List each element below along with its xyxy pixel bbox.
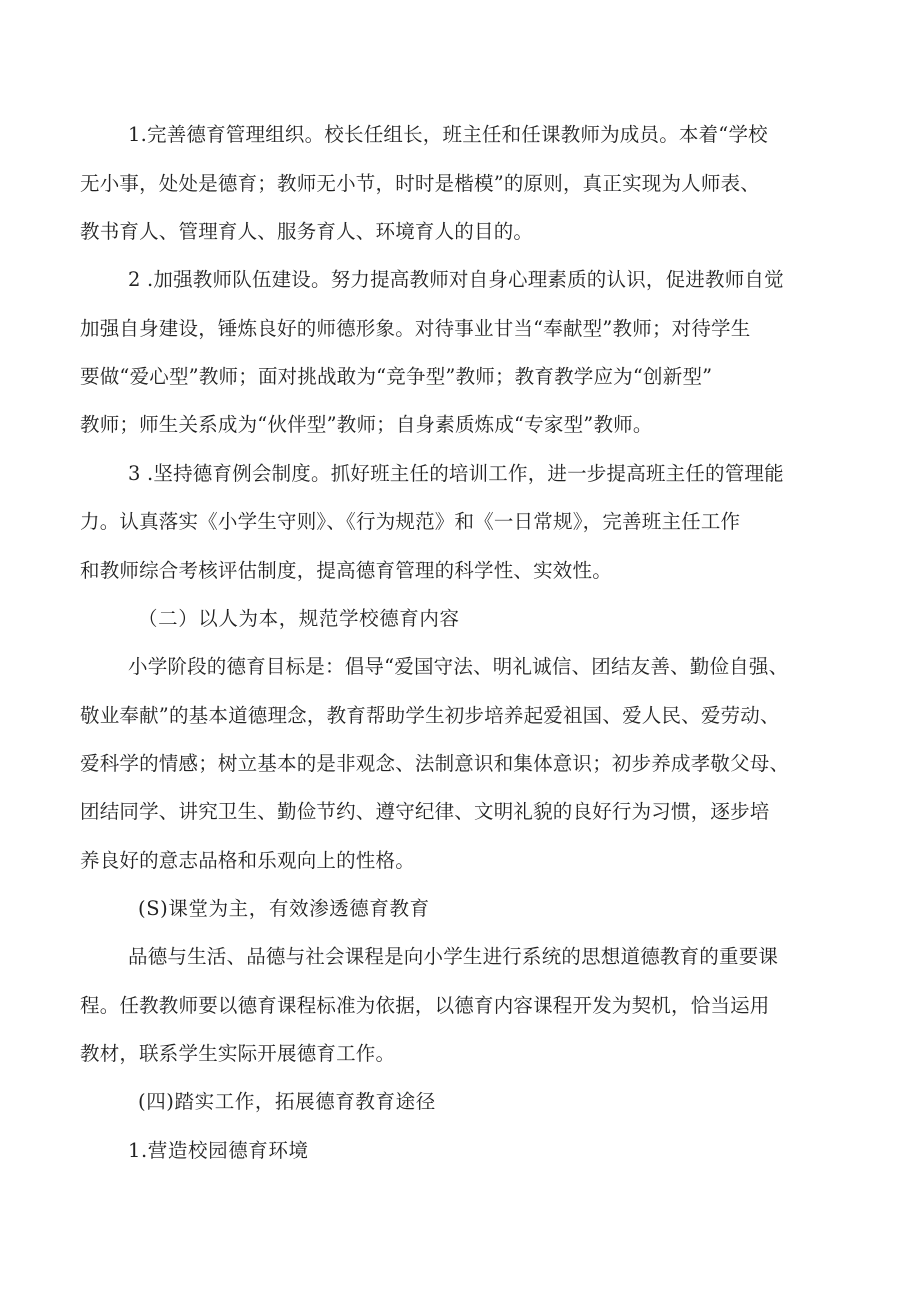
section-heading-4: (四)踏实工作，拓展德育教育途径 [138, 1090, 436, 1113]
paragraph-1-line-2: 无小事，处处是德育；教师无小节，时时是楷模”的原则，真正实现为人师表、 [80, 172, 760, 195]
paragraph-1-line-1: 1.完善德育管理组织。校长任组长，班主任和任课教师为成员。本着“学校 [128, 123, 768, 146]
paragraph-5-line-3: 教材，联系学生实际开展德育工作。 [80, 1042, 396, 1065]
paragraph-4-line-2: 敬业奉献”的基本道德理念，教育帮助学生初步培养起爱祖国、爱人民、爱劳动、 [80, 704, 780, 727]
paragraph-2-line-4: 教师；师生关系成为“伙伴型”教师；自身素质炼成“专家型”教师。 [80, 413, 653, 436]
subsection-heading-1: 1.营造校园德育环境 [128, 1139, 309, 1162]
section-heading-2: （二）以人为本，规范学校德育内容 [138, 607, 460, 630]
paragraph-4-line-3: 爱科学的情感；树立基本的是非观念、法制意识和集体意识；初步养成孝敬父母、 [80, 752, 790, 775]
paragraph-4-line-4: 团结同学、讲究卫生、勤俭节约、遵守纪律、文明礼貌的良好行为习惯，逐步培 [80, 800, 770, 823]
paragraph-2-line-3: 要做“爱心型”教师；面对挑战敢为“竞争型”教师；教育教学应为“创新型” [80, 365, 713, 388]
paragraph-3-line-3: 和教师综合考核评估制度，提高德育管理的科学性、实效性。 [80, 559, 612, 582]
paragraph-3-line-1: 3 .坚持德育例会制度。抓好班主任的培训工作，进一步提高班主任的管理能 [128, 462, 784, 485]
paragraph-3-line-2: 力。认真落实《小学生守则》、《行为规范》和《一日常规》，完善班主任工作 [80, 510, 741, 533]
paragraph-4-line-5: 养良好的意志品格和乐观向上的性格。 [80, 849, 415, 872]
paragraph-1-line-3: 教书育人、管理育人、服务育人、环境育人的目的。 [80, 220, 534, 243]
paragraph-2-line-2: 加强自身建设，锤炼良好的师德形象。对待事业甘当“奉献型”教师；对待学生 [80, 317, 751, 340]
paragraph-2-line-1: 2 .加强教师队伍建设。努力提高教师对自身心理素质的认识，促进教师自觉 [128, 268, 784, 291]
paragraph-5-line-1: 品德与生活、品德与社会课程是向小学生进行系统的思想道德教育的重要课 [128, 945, 779, 968]
paragraph-4-line-1: 小学阶段的德育目标是：倡导“爱国守法、明礼诚信、团结友善、勤俭自强、 [128, 655, 789, 678]
section-heading-3: (S)课堂为主，有效渗透德育教育 [138, 897, 430, 920]
paragraph-5-line-2: 程。任教教师要以德育课程标准为依据，以德育内容课程开发为契机，恰当运用 [80, 994, 770, 1017]
